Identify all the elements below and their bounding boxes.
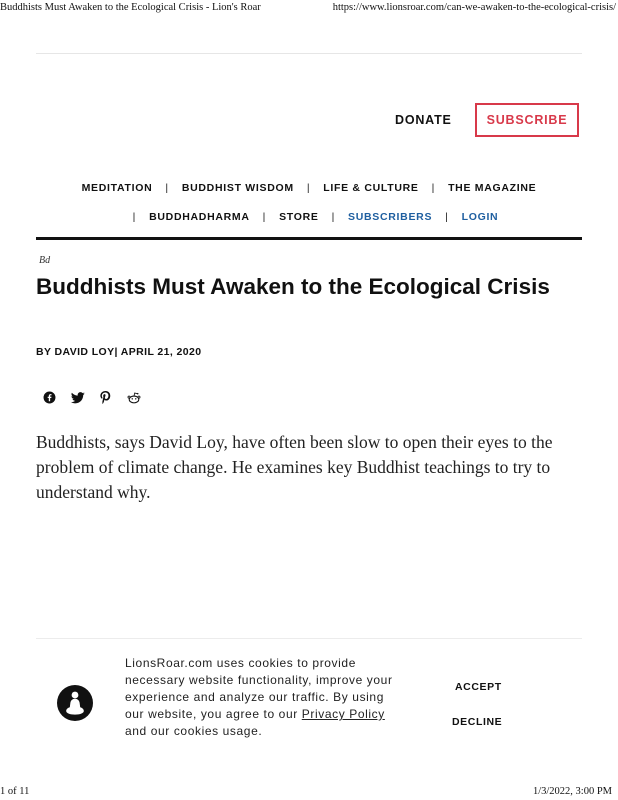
nav-separator: | — [165, 182, 169, 194]
article-title: Buddhists Must Awaken to the Ecological Crisis — [36, 274, 550, 299]
print-footer — [0, 786, 618, 800]
cookie-message-text: LionsRoar.com uses cookies to provide necessary website functionality, improve your experience and analyze our traffic. By using our website, you agree to our — [125, 656, 393, 721]
reddit-icon[interactable] — [126, 390, 141, 405]
nav-buddhist-wisdom[interactable]: BUDDHIST WISDOM — [181, 182, 294, 194]
nav-separator: | — [306, 182, 311, 194]
nav-buddhadharma[interactable]: BUDDHADHARMA — [149, 211, 250, 223]
print-page-url: https://www.lionsroar.com/can-we-awaken-to-the-ecological-crisis/ — [332, 2, 616, 13]
nav-separator: | — [132, 211, 137, 223]
buddhadharma-logo: Bd — [39, 255, 51, 266]
main-nav-secondary — [36, 211, 582, 223]
decline-cookies-button[interactable]: DECLINE — [452, 716, 503, 728]
cookie-message-text-end: and our cookies usage. — [125, 724, 263, 738]
nav-separator: | — [431, 182, 436, 194]
main-nav-primary — [36, 182, 582, 194]
nav-meditation[interactable]: MEDITATION — [81, 182, 153, 194]
nav-separator: | — [331, 211, 336, 223]
pinterest-icon[interactable] — [98, 390, 113, 405]
nav-subscribers[interactable]: SUBSCRIBERS — [348, 211, 433, 223]
print-page-count: 1 of 11 — [0, 786, 30, 797]
header-divider — [36, 53, 582, 54]
nav-separator: | — [445, 211, 449, 223]
nav-store[interactable]: STORE — [279, 211, 319, 223]
share-bar — [42, 390, 154, 405]
nav-the-magazine[interactable]: THE MAGAZINE — [448, 182, 537, 194]
print-date: 1/3/2022, 3:00 PM — [532, 786, 612, 797]
nav-login[interactable]: LOGIN — [461, 211, 499, 223]
print-page-title: Buddhists Must Awaken to the Ecological Crisis - Lion's Roar — [0, 2, 261, 13]
facebook-icon[interactable] — [42, 390, 57, 405]
nav-life-culture[interactable]: LIFE & CULTURE — [323, 182, 419, 194]
twitter-icon[interactable] — [70, 390, 85, 405]
donate-button[interactable]: DONATE — [395, 113, 452, 127]
subscribe-button[interactable]: SUBSCRIBE — [475, 103, 579, 137]
article-byline: BY DAVID LOY| APRIL 21, 2020 — [36, 346, 202, 358]
privacy-policy-link[interactable]: Privacy Policy — [301, 707, 385, 721]
buddha-avatar-icon — [57, 685, 93, 721]
nav-separator: | — [262, 211, 267, 223]
nav-bottom-rule — [36, 237, 582, 240]
accept-cookies-button[interactable]: ACCEPT — [455, 681, 502, 693]
cookie-message — [125, 655, 395, 740]
article-lede: Buddhists, says David Loy, have often been slow to open their eyes to the problem of climate change. He examines key Buddhist teachings to try to understand why. — [36, 432, 553, 502]
print-header — [0, 2, 618, 16]
